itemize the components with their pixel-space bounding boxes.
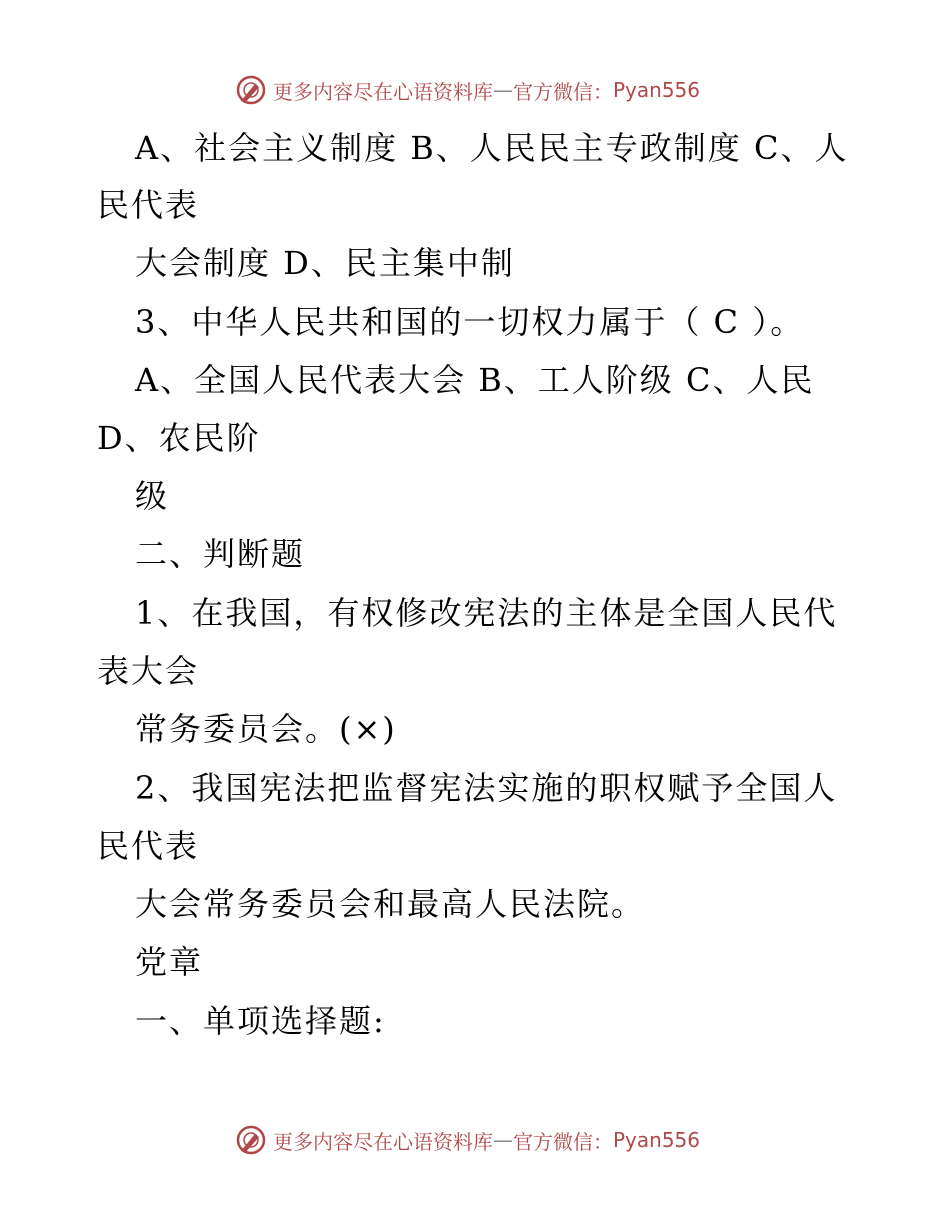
pen-logo-icon — [235, 1124, 267, 1156]
watermark-text: 更多内容尽在心语资料库 — [273, 1129, 493, 1154]
footer-watermark — [235, 1120, 700, 1160]
watermark-account: Pyan556 — [613, 78, 701, 102]
text-line: 大会制度 D、民主集中制 — [135, 244, 515, 282]
text-line: 3、中华人民共和国的一切权力属于（ C ）。 — [135, 303, 805, 341]
watermark-separator: — — [493, 78, 513, 102]
section-heading: 二、判断题 — [135, 535, 306, 573]
text-line: 大会常务委员会和最高人民法院。 — [135, 885, 646, 923]
section-heading: 党章 — [135, 943, 204, 981]
text-line: 表大会 — [97, 652, 200, 690]
watermark-account: Pyan556 — [613, 1128, 701, 1152]
text-line: D、农民阶 — [97, 419, 261, 457]
text-line: 民代表 — [97, 186, 200, 224]
section-heading: 一、单项选择题: — [135, 1002, 386, 1040]
text-line: 级 — [135, 477, 170, 515]
text-line: 常务委员会。(×) — [135, 710, 397, 748]
text-line: A、全国人民代表大会 B、工人阶级 C、人民 — [135, 361, 815, 399]
text-line: A、社会主义制度 B、人民民主专政制度 C、人 — [135, 129, 849, 167]
watermark-text: 更多内容尽在心语资料库 — [273, 79, 493, 104]
watermark-label: 官方微信： — [513, 1129, 613, 1154]
watermark-separator: — — [493, 1128, 513, 1152]
text-line: 1、在我国，有权修改宪法的主体是全国人民代 — [135, 594, 838, 632]
text-line: 2、我国宪法把监督宪法实施的职权赋予全国人 — [135, 769, 838, 807]
header-watermark — [235, 70, 700, 110]
watermark-label: 官方微信： — [513, 79, 613, 104]
text-line: 民代表 — [97, 827, 200, 865]
pen-logo-icon — [235, 74, 267, 106]
